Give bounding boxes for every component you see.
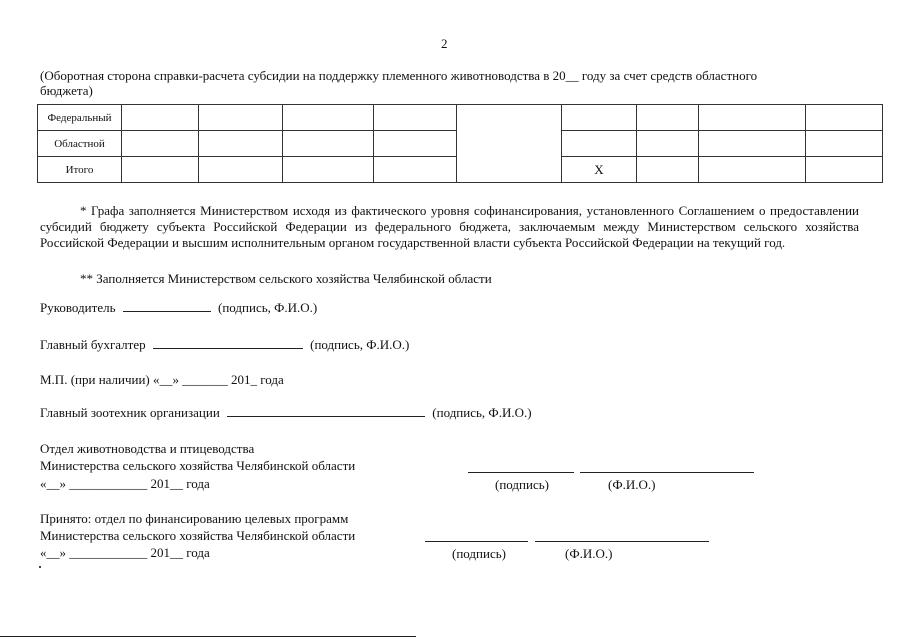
dept2-name-hint: (Ф.И.О.) (565, 546, 613, 561)
dept1-name-line[interactable] (580, 472, 754, 473)
zootech-label: Главный зоотехник организации (40, 405, 220, 420)
table-cell[interactable] (374, 157, 457, 183)
dept2-date: «__» ____________ 201__ года (40, 545, 210, 560)
row-label: Итого (38, 157, 122, 183)
dept1-line2: Министерства сельского хозяйства Челябинской области (40, 458, 356, 473)
table-cell[interactable] (806, 131, 883, 157)
table-row (38, 105, 883, 131)
table-cell[interactable] (199, 157, 283, 183)
document-heading-line1: (Оборотная сторона справки-расчета субсидии на поддержку племенного животноводства в 20__ году за счет средств областного (40, 68, 758, 83)
table-cell (457, 157, 562, 183)
head-hint: (подпись, Ф.И.О.) (218, 300, 318, 315)
table-cell[interactable] (283, 131, 374, 157)
row-label: Федеральный (38, 105, 122, 131)
table-cell[interactable] (562, 131, 637, 157)
dept2-sign-hint: (подпись) (452, 546, 506, 561)
table-cell[interactable] (699, 131, 806, 157)
table-cell[interactable] (283, 157, 374, 183)
row-label: Областной (38, 131, 122, 157)
dept1-line1: Отдел животноводства и птицеводства (40, 441, 255, 456)
table-cell[interactable] (374, 131, 457, 157)
dept1-name-hint: (Ф.И.О.) (608, 477, 656, 492)
head-signature-row (40, 300, 317, 316)
dept1-sign-hint: (подпись) (495, 477, 549, 492)
table-cell[interactable] (699, 105, 806, 131)
footnote-separator (0, 636, 416, 637)
table-cell[interactable] (637, 105, 699, 131)
table-cell[interactable] (199, 131, 283, 157)
dept2-line1: Принято: отдел по финансированию целевых программ (40, 511, 349, 526)
zootech-signature-row (40, 405, 532, 421)
dept2-line2: Министерства сельского хозяйства Челябинской области (40, 528, 356, 543)
table-cell[interactable] (637, 131, 699, 157)
note-ministry: ** Заполняется Министерством сельского хозяйства Челябинской области (80, 271, 492, 286)
table-cell[interactable] (122, 105, 199, 131)
table-cell[interactable] (562, 105, 637, 131)
table-cell[interactable] (806, 105, 883, 131)
document-heading-line2: бюджета) (40, 83, 93, 98)
dept1-date: «__» ____________ 201__ года (40, 476, 210, 491)
table-cell[interactable] (122, 131, 199, 157)
table-cell[interactable] (374, 105, 457, 131)
accountant-signature-line[interactable] (153, 337, 303, 349)
page-number: 2 (441, 36, 448, 51)
table-cell (457, 105, 562, 131)
stray-dot (39, 566, 41, 568)
table-cell[interactable] (122, 157, 199, 183)
table-cell[interactable] (199, 105, 283, 131)
table-row (38, 131, 883, 157)
table-cell[interactable] (699, 157, 806, 183)
dept2-name-line[interactable] (535, 541, 709, 542)
dept2-signature-line[interactable] (425, 541, 528, 542)
zootech-hint: (подпись, Ф.И.О.) (432, 405, 532, 420)
accountant-signature-row (40, 337, 409, 353)
note-cofinancing: * Графа заполняется Министерством исходя из фактического уровня софинансирования, установленного Соглашением о предоставлении субсидий бюджету субъекта Российской Федерации из федерального бюджета, заключаемым между Министерством сельского хозяйства Российской Федерации и высшим исполнительным органом государственной власти субъекта Российской Федерации на текущий год. (40, 203, 859, 250)
zootech-signature-line[interactable] (227, 405, 425, 417)
table-cell (457, 131, 562, 157)
dept1-signature-line[interactable] (468, 472, 574, 473)
accountant-hint: (подпись, Ф.И.О.) (310, 337, 410, 352)
table-cell[interactable]: X (562, 157, 637, 183)
table-cell[interactable] (806, 157, 883, 183)
seal-date-row: М.П. (при наличии) «__» _______ 201_ года (40, 372, 284, 387)
table-cell[interactable] (637, 157, 699, 183)
budget-table (37, 104, 883, 183)
table-row (38, 157, 883, 183)
head-label: Руководитель (40, 300, 116, 315)
head-signature-line[interactable] (123, 300, 211, 312)
table-cell[interactable] (283, 105, 374, 131)
accountant-label: Главный бухгалтер (40, 337, 146, 352)
